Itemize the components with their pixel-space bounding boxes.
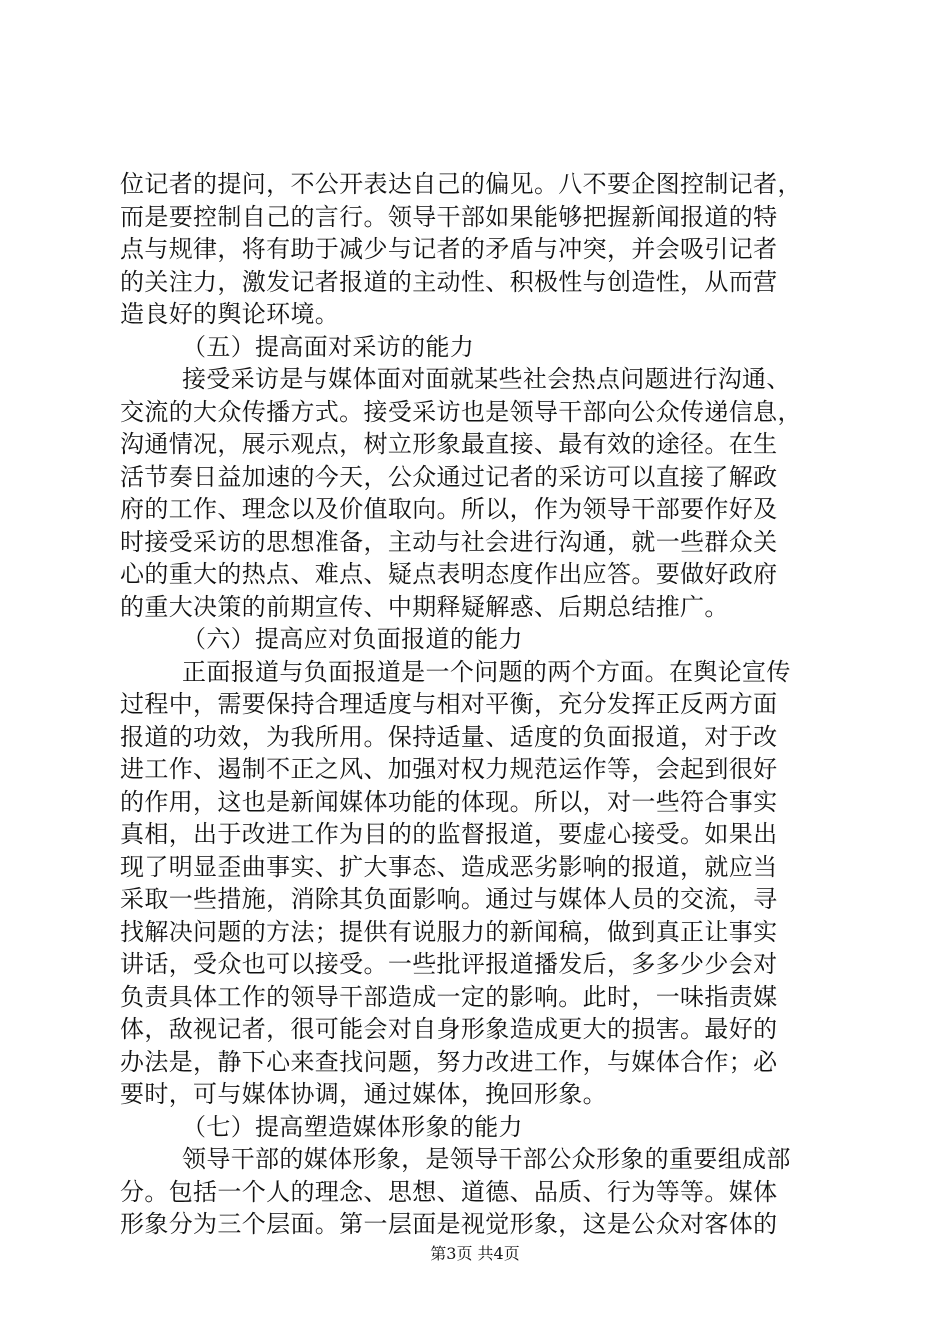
text-line: 负责具体工作的领导干部造成一定的影响。此时，一味指责媒 (120, 982, 778, 1011)
document-body (120, 168, 832, 1241)
text-line: 交流的大众传播方式。接受采访也是领导干部向公众传递信息， (120, 397, 802, 426)
text-line: 造良好的舆论环境。 (120, 300, 340, 328)
text-line: 过程中，需要保持合理适度与相对平衡，充分发挥正反两方面 (120, 690, 778, 718)
text-line: 真相，出于改进工作为目的的监督报道，要虚心接受。如果出 (120, 820, 778, 848)
text-line: 进工作、遏制不正之风、加强对权力规范运作等，会起到很好 (120, 755, 778, 783)
text-line: 采取一些措施，消除其负面影响。通过与媒体人员的交流，寻 (120, 885, 778, 913)
text-line: 点与规律，将有助于减少与记者的矛盾与冲突，并会吸引记者 (120, 235, 778, 263)
text-line: （六）提高应对负面报道的能力 (182, 625, 523, 653)
text-line: 位记者的提问，不公开表达自己的偏见。八不要企图控制记者， (120, 170, 802, 198)
text-line: 形象分为三个层面。第一层面是视觉形象，这是公众对客体的 (120, 1210, 778, 1238)
text-line: （五）提高面对采访的能力 (182, 332, 475, 361)
page-footer: 第3页 共4页 (430, 1244, 520, 1263)
text-line: 接受采访是与媒体面对面就某些社会热点问题进行沟通、 (182, 365, 791, 393)
text-line: 沟通情况，展示观点，树立形象最直接、最有效的途径。在生 (120, 430, 778, 458)
text-line: 心的重大的热点、难点、疑点表明态度作出应答。要做好政府 (120, 560, 778, 588)
text-line: 活节奏日益加速的今天，公众通过记者的采访可以直接了解政 (120, 462, 778, 491)
text-line: 报道的功效，为我所用。保持适量、适度的负面报道，对于改 (120, 722, 778, 751)
text-line: 而是要控制自己的言行。领导干部如果能够把握新闻报道的特 (120, 202, 778, 231)
text-line: 讲话，受众也可以接受。一些批评报道播发后，多多少少会对 (120, 950, 778, 978)
text-line: 正面报道与负面报道是一个问题的两个方面。在舆论宣传 (182, 657, 791, 686)
text-line: 分。包括一个人的理念、思想、道德、品质、行为等等。媒体 (120, 1177, 778, 1206)
text-line: 领导干部的媒体形象，是领导干部公众形象的重要组成部 (182, 1145, 791, 1173)
text-line: 要时，可与媒体协调，通过媒体，挽回形象。 (120, 1080, 607, 1108)
text-line: 的重大决策的前期宣传、中期释疑解惑、后期总结推广。 (120, 592, 729, 621)
text-line: 府的工作、理念以及价值取向。所以，作为领导干部要作好及 (120, 495, 778, 523)
text-line: 找解决问题的方法；提供有说服力的新闻稿，做到真正让事实 (120, 917, 778, 946)
text-line: 的作用，这也是新闻媒体功能的体现。所以，对一些符合事实 (120, 787, 778, 816)
text-line: 体，敌视记者，很可能会对自身形象造成更大的损害。最好的 (120, 1015, 778, 1043)
text-line: 办法是，静下心来查找问题，努力改进工作，与媒体合作；必 (120, 1047, 778, 1076)
text-line: 的关注力，激发记者报道的主动性、积极性与创造性，从而营 (120, 267, 778, 296)
text-line: 现了明显歪曲事实、扩大事态、造成恶劣影响的报道，就应当 (120, 852, 778, 881)
text-line: （七）提高塑造媒体形象的能力 (182, 1112, 523, 1141)
text-line: 时接受采访的思想准备，主动与社会进行沟通，就一些群众关 (120, 527, 778, 556)
